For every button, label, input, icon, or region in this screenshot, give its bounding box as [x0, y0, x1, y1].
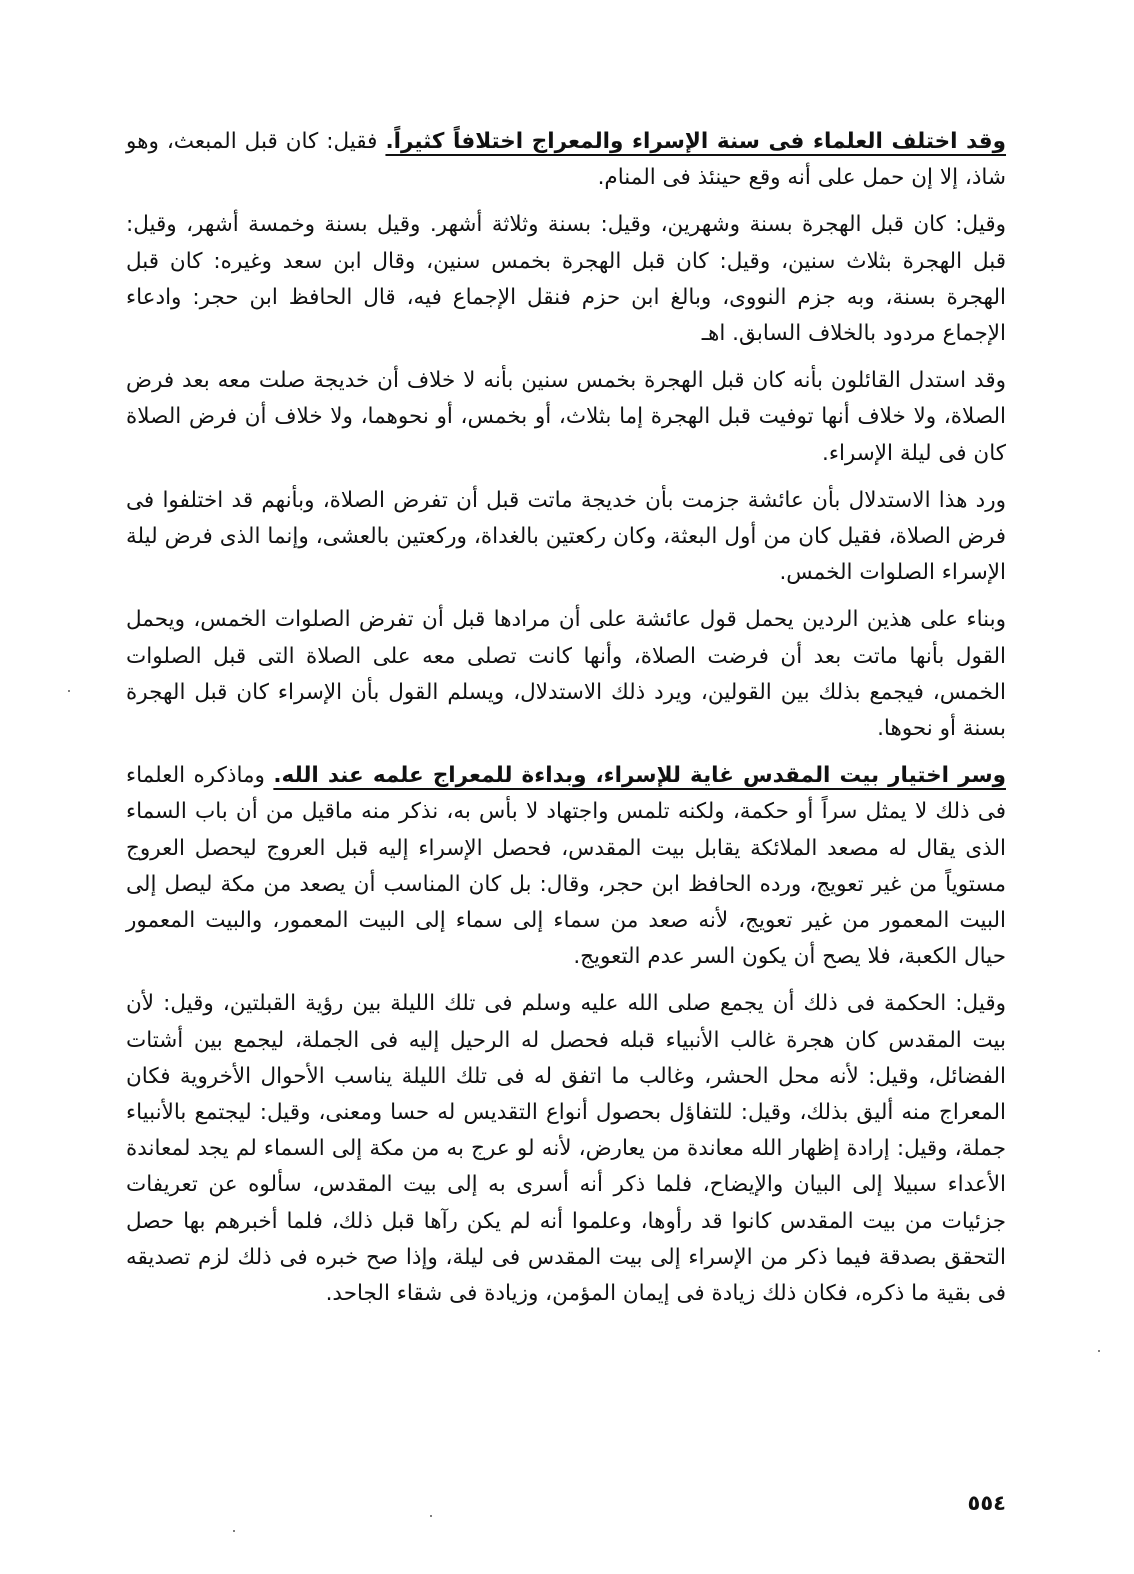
scan-speck — [1098, 1350, 1100, 1352]
scan-speck — [233, 1530, 235, 1532]
paragraph-3-text: وقد استدل القائلون بأنه كان قبل الهجرة بخمس سنين بأنه لا خلاف أن خديجة صلت معه بعد فرض الصلاة، ولا خلاف أنها توفيت قبل الهجرة إما بثلاث، أو بخمس، أو نحوهما، ولا خلاف أن فرض الصلاة كان فى ليلة الإسراء. — [126, 368, 1006, 466]
paragraph-6 — [126, 758, 1006, 975]
paragraph-1 — [126, 124, 1006, 196]
paragraph-1-text: فقيل: كان قبل المبعث، وهو شاذ، إلا إن حمل على أنه وقع حينئذ فى المنام. — [126, 129, 1006, 191]
page-number: ٥٥٤ — [967, 1491, 1006, 1515]
paragraph-6-heading: وسر اختيار بيت المقدس غاية للإسراء، وبداءة للمعراج علمه عند الله. — [273, 763, 1006, 789]
paragraph-7 — [126, 986, 1006, 1312]
paragraph-6-text: وماذكره العلماء فى ذلك لا يمثل سراً أو حكمة، ولكنه تلمس واجتهاد لا بأس به، نذكر منه ماقيل من أن باب السماء الذى يقال له مصعد الملائكة يقابل بيت المقدس، فحصل الإسراء إليه قبل العروج ليحصل العروج مستوياً من غير تعويج، ورده الحافظ ابن حجر، وقال: بل كان المناسب أن يصعد من مكة ليصل إلى البيت المعمور من غير تعويج، لأنه صعد من سماء إلى سماء إلى البيت المعمور، والبيت المعمور حيال الكعبة، فلا يصح أن يكون السر عدم التعويج. — [126, 763, 1006, 970]
paragraph-1-heading: وقد اختلف العلماء فى سنة الإسراء والمعراج اختلافاً كثيراً. — [385, 129, 1007, 154]
paragraph-2 — [126, 207, 1006, 352]
paragraph-4-text: ورد هذا الاستدلال بأن عائشة جزمت بأن خديجة ماتت قبل أن تفرض الصلاة، وبأنهم قد اختلفوا فى فرض الصلاة، فقيل كان من أول البعثة، وكان ركعتين بالغداة، وركعتين بالعشى، وإنما الذى فرض ليلة الإسراء الصلوات الخمس. — [126, 487, 1006, 586]
paragraph-5-text: وبناء على هذين الردين يحمل قول عائشة على أن مرادها قبل أن تفرض الصلوات الخمس، ويحمل القول بأنها ماتت بعد أن فرضت الصلاة، وأنها كانت تصلى معه على الصلاة التى قبل الصلوات الخمس، فيجمع بذلك بين القولين، ويرد ذلك الاستدلال، ويسلم القول بأن الإسراء كان قبل الهجرة بسنة أو نحوها. — [126, 607, 1006, 742]
paragraph-3 — [126, 363, 1006, 472]
paragraph-5 — [126, 602, 1006, 747]
paragraph-2-text: وقيل: كان قبل الهجرة بسنة وشهرين، وقيل: بسنة وثلاثة أشهر. وقيل بسنة وخمسة أشهر، وقيل: قبل الهجرة بثلاث سنين، وقيل: كان قبل الهجرة بخمس سنين، وقال ابن سعد وغيره: كان قبل الهجرة بسنة، وبه جزم النووى، وبالغ ابن حزم فنقل الإجماع فيه، قال الحافظ ابن حجر: وادعاء الإجماع مردود بالخلاف السابق. اهـ — [126, 212, 1006, 347]
page-body — [126, 124, 1006, 1312]
scan-speck — [68, 690, 70, 692]
paragraph-7-text: وقيل: الحكمة فى ذلك أن يجمع صلى الله عليه وسلم فى تلك الليلة بين رؤية القبلتين، وقيل: لأن بيت المقدس كان هجرة غالب الأنبياء قبله فحصل له الرحيل إليه فى الجملة، ليجمع بين أشتات الفضائل، وقيل: لأنه محل الحشر، وغالب ما اتفق له فى تلك الليلة يناسب الأحوال الأخروية فكان المعراج منه أليق بذلك، وقيل: للتفاؤل بحصول أنواع التقديس له حسا ومعنى، وقيل: ليجتمع بالأنبياء جملة، وقيل: إرادة إظهار الله معاندة من يعارض، لأنه لو عرج به من مكة إلى السماء لم يجد لمعاندة الأعداء سبيلا إلى البيان والإيضاح، فلما ذكر أنه أسرى به إلى بيت المقدس، سألوه عن تعريفات جزئيات من بيت المقدس كانوا قد رأوها، وعلموا أنه لم يكن رآها قبل ذلك، فلما أخبرهم بها حصل التحقق بصدقة فيما ذكر من الإسراء إلى بيت المقدس فى ليلة، وإذا صح خبره فى ذلك لزم تصديقه فى بقية ما ذكره، فكان ذلك زيادة فى إيمان المؤمن، وزيادة فى شقاء الجاحد. — [126, 991, 1006, 1307]
paragraph-4 — [126, 483, 1006, 592]
scan-speck — [430, 1515, 432, 1517]
